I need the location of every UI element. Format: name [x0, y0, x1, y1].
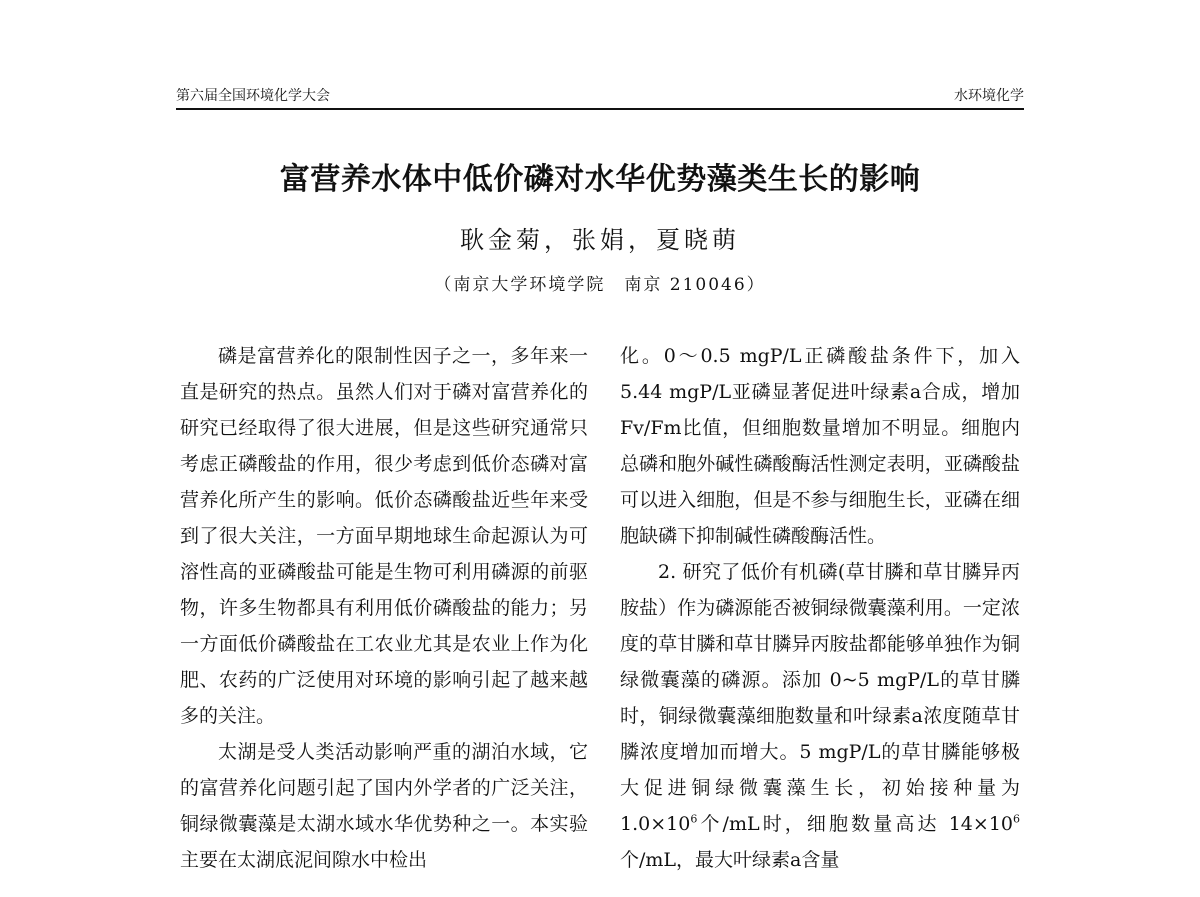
paper-affiliation: （南京大学环境学院 南京 210046）: [434, 275, 766, 295]
paragraph-text: 个/mL时，细胞数量高达 14×10: [697, 813, 1013, 835]
paragraph-text: 2. 研究了低价有机磷(草甘膦和草甘膦异丙胺盐）作为磷源能否被铜绿微囊藻利用。一定浓度的草甘膦和草甘膦异丙胺盐都能够单独作为铜绿微囊藻的磷源。添加 0~5 mgP/L的草甘膦时，铜绿微囊藻细胞数量和叶绿素a浓度随草甘膦浓度增加而增大。5 mgP/L的草甘膦能够极大促进铜绿微囊藻生长，初始接种量为 1.0×10: [620, 561, 1020, 835]
superscript: 6: [690, 812, 698, 826]
paragraph-text: 个/mL，最大叶绿素a含量: [620, 849, 840, 871]
paragraph: 磷是富营养化的限制性因子之一，多年来一直是研究的热点。虽然人们对于磷对富营养化的研究已经取得了很大进展，但是这些研究通常只考虑正磷酸盐的作用，很少考虑到低价态磷对富营养化所产生的影响。低价态磷酸盐近些年来受到了很大关注，一方面早期地球生命起源认为可溶性高的亚磷酸盐可能是生物可利用磷源的前驱物，许多生物都具有利用低价磷酸盐的能力；另一方面低价磷酸盐在工农业尤其是农业上作为化肥、农药的广泛使用对环境的影响引起了越来越多的关注。: [180, 345, 588, 727]
right-column: [620, 338, 1020, 878]
superscript: 6: [1013, 812, 1020, 826]
paragraph: 化。0～0.5 mgP/L正磷酸盐条件下，加入 5.44 mgP/L亚磷显著促进叶绿素a合成，增加Fv/Fm比值，但细胞数量增加不明显。细胞内总磷和胞外碱性磷酸酶活性测定表明，亚磷酸盐可以进入细胞，但是不参与细胞生长，亚磷在细胞缺磷下抑制碱性磷酸酶活性。: [620, 345, 1020, 547]
conference-name: 第六届全国环境化学大会: [176, 88, 330, 104]
section-name: 水环境化学: [954, 88, 1024, 104]
paper-authors: 耿金菊，张娟，夏晓萌: [460, 226, 740, 254]
paper-title: 富营养水体中低价磷对水华优势藻类生长的影响: [279, 162, 921, 197]
left-column: [180, 338, 588, 878]
paragraph: [620, 554, 1020, 878]
running-header: [176, 86, 1024, 110]
paragraph: 太湖是受人类活动影响严重的湖泊水域，它的富营养化问题引起了国内外学者的广泛关注，铜绿微囊藻是太湖水域水华优势种之一。本实验主要在太湖底泥间隙水中检出: [180, 741, 588, 871]
